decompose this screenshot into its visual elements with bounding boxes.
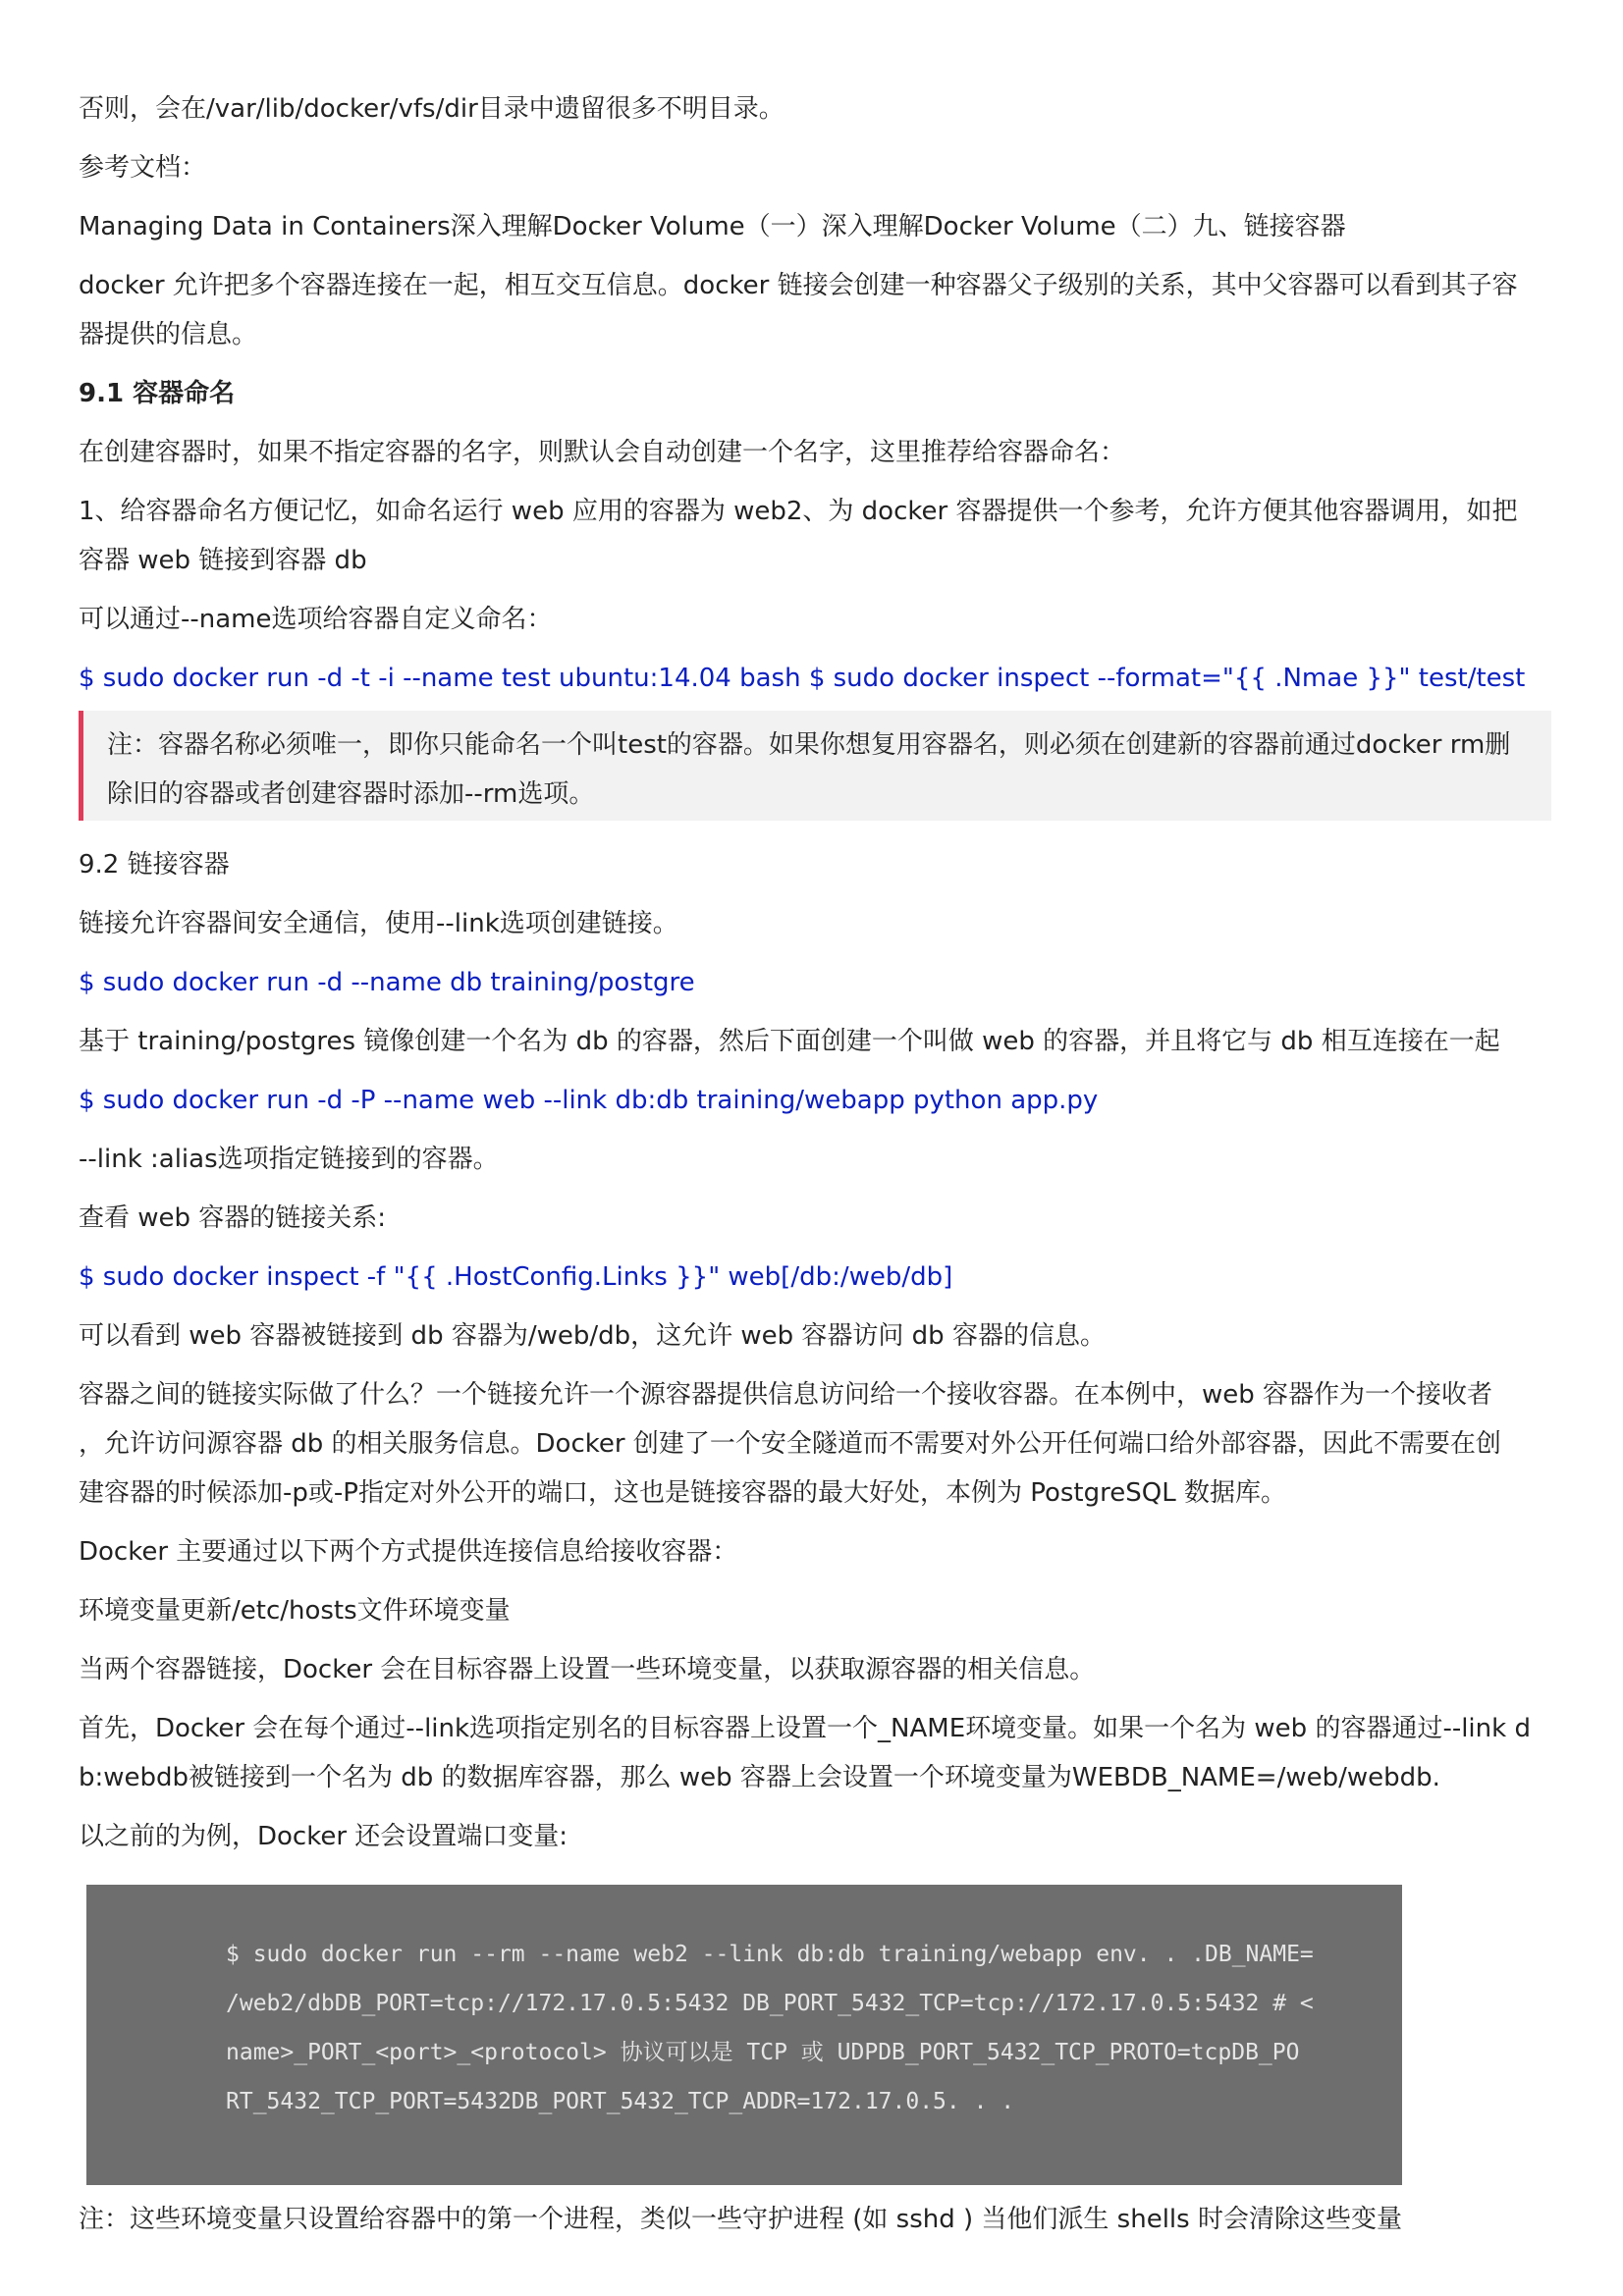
- paragraph: Docker 主要通过以下两个方式提供连接信息给接收容器：: [79, 1537, 738, 1567]
- paragraph: 容器 web 链接到容器 db: [79, 546, 367, 575]
- paragraph: 1、给容器命名方便记忆，如命名运行 web 应用的容器为 web2、为 docker 容器提供一个参考，允许方便其他容器调用，如把: [79, 497, 1518, 526]
- paragraph: 在创建容器时，如果不指定容器的名字，则默认会自动创建一个名字，这里推荐给容器命名：: [79, 438, 1126, 467]
- code-line: RT_5432_TCP_PORT=5432DB_PORT_5432_TCP_ADDR=172.17.0.5. . .: [226, 2089, 1015, 2114]
- command-line: $ sudo docker run -d --name db training/postgre: [79, 968, 695, 997]
- paragraph: 容器之间的链接实际做了什么？一个链接允许一个源容器提供信息访问给一个接收容器。在本例中，web 容器作为一个接收者: [79, 1380, 1493, 1410]
- command-line: $ sudo docker inspect -f "{{ .HostConfig.Links }}" web[/db:/web/db]: [79, 1262, 953, 1292]
- paragraph: 可以看到 web 容器被链接到 db 容器为/web/db，这允许 web 容器访问 db 容器的信息。: [79, 1321, 1106, 1351]
- note-box: [79, 711, 1551, 821]
- paragraph: 参考文档：: [79, 153, 207, 183]
- paragraph: 查看 web 容器的链接关系:: [79, 1203, 387, 1233]
- code-block: [86, 1885, 1402, 2185]
- note-text: 除旧的容器或者创建容器时添加--rm选项。: [107, 779, 595, 809]
- paragraph: 基于 training/postgres 镜像创建一个名为 db 的容器，然后下面创建一个叫做 web 的容器，并且将它与 db 相互连接在一起: [79, 1027, 1500, 1056]
- paragraph: 链接允许容器间安全通信，使用--link选项创建链接。: [79, 909, 678, 938]
- code-line: /web2/dbDB_PORT=tcp://172.17.0.5:5432 DB_PORT_5432_TCP=tcp://172.17.0.5:5432 # <: [226, 1991, 1314, 2016]
- paragraph: 以之前的为例，Docker 还会设置端口变量:: [79, 1822, 568, 1851]
- section-heading: 9.1 容器命名: [79, 379, 236, 408]
- code-line: name>_PORT_<port>_<protocol> 协议可以是 TCP 或 UDPDB_PORT_5432_TCP_PROTO=tcpDB_PO: [226, 2040, 1300, 2065]
- paragraph: docker 允许把多个容器连接在一起，相互交互信息。docker 链接会创建一种容器父子级别的关系，其中父容器可以看到其子容: [79, 271, 1518, 300]
- command-line: $ sudo docker run -d -P --name web --link db:db training/webapp python app.py: [79, 1086, 1099, 1115]
- paragraph: 可以通过--name选项给容器自定义命名：: [79, 605, 553, 634]
- paragraph: 建容器的时候添加-p或-P指定对外公开的端口，这也是链接容器的最大好处，本例为 PostgreSQL 数据库。: [79, 1478, 1286, 1508]
- paragraph: Managing Data in Containers深入理解Docker Volume（一）深入理解Docker Volume（二）九、链接容器: [79, 212, 1346, 241]
- paragraph: 注：这些环境变量只设置给容器中的第一个进程，类似一些守护进程 (如 sshd ) 当他们派生 shells 时会清除这些变量: [79, 2205, 1402, 2234]
- note-text: 注：容器名称必须唯一，即你只能命名一个叫test的容器。如果你想复用容器名，则必须在创建新的容器前通过docker rm删: [107, 730, 1511, 760]
- paragraph: 器提供的信息。: [79, 320, 258, 349]
- paragraph: b:webdb被链接到一个名为 db 的数据库容器，那么 web 容器上会设置一个环境变量为WEBDB_NAME=/web/webdb.: [79, 1763, 1440, 1792]
- code-line: $ sudo docker run --rm --name web2 --link db:db training/webapp env. . .DB_NAME=: [226, 1942, 1314, 1967]
- command-line: $ sudo docker run -d -t -i --name test ubuntu:14.04 bash $ sudo docker inspect --format="{{ .Nmae }}" test/test: [79, 664, 1526, 693]
- paragraph: 环境变量更新/etc/hosts文件环境变量: [79, 1596, 511, 1626]
- section-heading: 9.2 链接容器: [79, 850, 230, 880]
- paragraph: 首先，Docker 会在每个通过--link选项指定别名的目标容器上设置一个_NAME环境变量。如果一个名为 web 的容器通过--link d: [79, 1714, 1531, 1743]
- paragraph: --link :alias选项指定链接到的容器。: [79, 1145, 499, 1174]
- paragraph: ，允许访问源容器 db 的相关服务信息。Docker 创建了一个安全隧道而不需要对外公开任何端口给外部容器，因此不需要在创: [79, 1429, 1501, 1459]
- paragraph: 当两个容器链接，Docker 会在目标容器上设置一些环境变量，以获取源容器的相关信息。: [79, 1655, 1096, 1684]
- paragraph: 否则，会在/var/lib/docker/vfs/dir目录中遗留很多不明目录。: [79, 94, 784, 124]
